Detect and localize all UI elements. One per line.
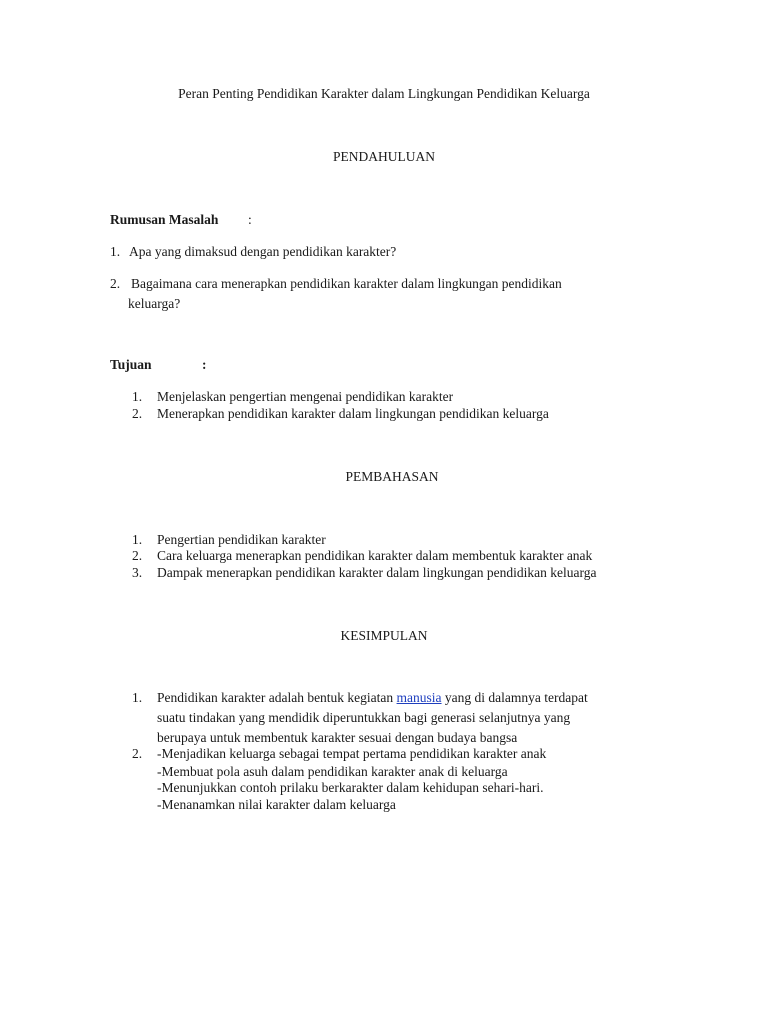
list-item-text: Pendidikan karakter adalah bentuk kegiatan: [157, 690, 397, 705]
tujuan-label: Tujuan: [110, 357, 152, 372]
list-item-number: 2.: [132, 746, 143, 761]
heading-pendahuluan: PENDAHULUAN: [333, 149, 435, 164]
heading-pembahasan: PEMBAHASAN: [345, 469, 439, 484]
list-item-continuation: -Membuat pola asuh dalam pendidikan karakter anak di keluarga: [157, 764, 508, 779]
list-item-continuation: keluarga?: [128, 296, 181, 311]
heading-kesimpulan: KESIMPULAN: [340, 628, 428, 643]
list-item-text: yang di dalamnya terdapat: [441, 690, 588, 705]
list-item-continuation: -Menunjukkan contoh prilaku berkarakter dalam kehidupan sehari-hari.: [157, 780, 544, 795]
list-item: Pengertian pendidikan karakter: [157, 532, 326, 547]
list-item-continuation: -Menanamkan nilai karakter dalam keluarga: [157, 797, 396, 812]
document-title: Peran Penting Pendidikan Karakter dalam Lingkungan Pendidikan Keluarga: [178, 86, 590, 101]
list-item-number: 2.: [132, 548, 143, 563]
list-item-number: 1.: [132, 389, 143, 404]
list-item-continuation: berupaya untuk membentuk karakter sesuai dengan budaya bangsa: [157, 730, 518, 745]
rumusan-masalah-colon: :: [248, 212, 252, 227]
list-item: -Menjadikan keluarga sebagai tempat pertama pendidikan karakter anak: [157, 746, 547, 761]
list-item: Cara keluarga menerapkan pendidikan karakter dalam membentuk karakter anak: [157, 548, 593, 563]
rumusan-masalah-label: Rumusan Masalah: [110, 212, 219, 227]
list-item: [157, 690, 588, 706]
list-item: Menjelaskan pengertian mengenai pendidikan karakter: [157, 389, 454, 404]
list-item: Menerapkan pendidikan karakter dalam lingkungan pendidikan keluarga: [157, 406, 549, 421]
list-item: Apa yang dimaksud dengan pendidikan karakter?: [129, 244, 397, 259]
list-item: Bagaimana cara menerapkan pendidikan karakter dalam lingkungan pendidikan: [131, 276, 562, 291]
list-item: Dampak menerapkan pendidikan karakter dalam lingkungan pendidikan keluarga: [157, 565, 597, 580]
list-item-number: 2.: [110, 276, 121, 291]
list-item-number: 3.: [132, 565, 143, 580]
list-item-number: 1.: [110, 244, 121, 259]
list-item-continuation: suatu tindakan yang mendidik diperuntukkan bagi generasi selanjutnya yang: [157, 710, 571, 725]
manusia-link[interactable]: manusia: [396, 690, 442, 705]
list-item-number: 2.: [132, 406, 143, 421]
list-item-number: 1.: [132, 690, 143, 705]
tujuan-colon: :: [202, 357, 207, 372]
list-item-number: 1.: [132, 532, 143, 547]
